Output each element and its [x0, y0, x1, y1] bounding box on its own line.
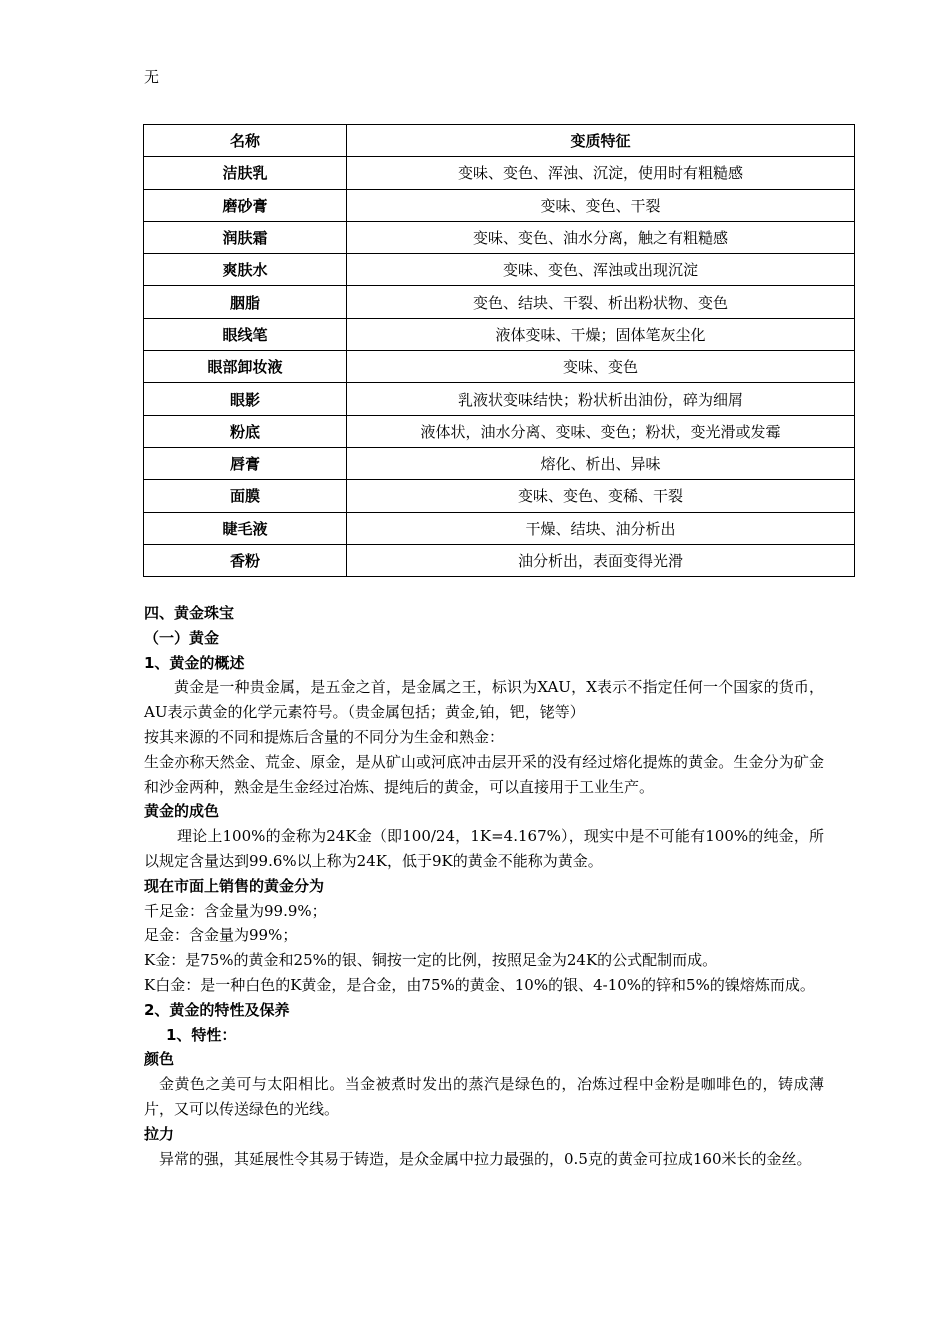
cell-name: 眼影 — [144, 383, 347, 415]
cell-name: 唇膏 — [144, 447, 347, 479]
cell-name: 爽肤水 — [144, 254, 347, 286]
cell-feature: 液体变味、干燥；固体笔灰尘化 — [347, 318, 855, 350]
table-row — [144, 189, 855, 221]
subsection-heading: （一）黄金 — [144, 628, 220, 647]
table-row — [144, 447, 855, 479]
section-heading: 四、黄金珠宝 — [144, 604, 235, 622]
cell-name: 粉底 — [144, 415, 347, 447]
table-row — [144, 254, 855, 286]
cell-name: 眼线笔 — [144, 318, 347, 350]
heading-tensile: 拉力 — [144, 1124, 175, 1143]
cell-feature: 干燥、结块、油分析出 — [347, 512, 855, 544]
body-text — [144, 601, 824, 1171]
paragraph-purity: 理论上100%的金称为24K金（即100/24，1K=4.167%），现实中是不可能有100%的纯金，所以规定含量达到99.6%以上称为24K，低于9K的黄金不能称为黄金。 — [144, 827, 824, 870]
top-note: 无 — [144, 68, 160, 86]
table-row — [144, 415, 855, 447]
heading-color: 颜色 — [144, 1050, 175, 1069]
paragraph-market-4: K白金：是一种白色的K黄金，是合金，由75%的黄金、10%的银、4-10%的锌和5%的镍熔炼而成。 — [144, 975, 815, 994]
table-row — [144, 512, 855, 544]
table-row — [144, 544, 855, 576]
column-header-name: 名称 — [144, 125, 347, 157]
column-header-feature: 变质特征 — [347, 125, 855, 157]
heading-properties: 2、黄金的特性及保养 — [144, 1000, 290, 1019]
cell-name: 磨砂膏 — [144, 189, 347, 221]
cell-feature: 变味、变色 — [347, 351, 855, 383]
cell-name: 洁肤乳 — [144, 157, 347, 189]
heading-purity: 黄金的成色 — [144, 802, 220, 821]
cell-feature: 乳液状变味结快；粉状析出油份，碎为细屑 — [347, 383, 855, 415]
cell-feature: 变味、变色、浑浊或出现沉淀 — [347, 254, 855, 286]
paragraph-overview-1: 黄金是一种贵金属，是五金之首，是金属之王，标识为XAU，X表示不指定任何一个国家的货币，AU表示黄金的化学元素符号。（贵金属包括；黄金,铂，钯，铑等） — [144, 678, 824, 722]
table-row — [144, 383, 855, 415]
cell-name: 香粉 — [144, 544, 347, 576]
table-header-row — [144, 125, 855, 157]
table-row — [144, 318, 855, 350]
cell-feature: 变味、变色、油水分离，触之有粗糙感 — [347, 221, 855, 253]
paragraph-tensile: 异常的强，其延展性令其易于铸造，是众金属中拉力最强的，0.5克的黄金可拉成160米长的金丝。 — [159, 1149, 812, 1168]
cell-name: 面膜 — [144, 480, 347, 512]
table-row — [144, 157, 855, 189]
paragraph-market-3: K金：是75%的黄金和25%的银、铜按一定的比例，按照足金为24K的公式配制而成。 — [144, 951, 718, 970]
heading-properties-sub: 1、特性： — [166, 1025, 237, 1044]
cell-name: 眼部卸妆液 — [144, 351, 347, 383]
cell-feature: 油分析出，表面变得光滑 — [347, 544, 855, 576]
table-row — [144, 221, 855, 253]
paragraph-market-1: 千足金：含金量为99.9%； — [144, 901, 327, 920]
heading-market: 现在市面上销售的黄金分为 — [144, 876, 325, 895]
cell-feature: 变味、变色、浑浊、沉淀，使用时有粗糙感 — [347, 157, 855, 189]
cell-name: 润肤霜 — [144, 221, 347, 253]
cell-feature: 熔化、析出、异味 — [347, 447, 855, 479]
cell-feature: 变味、变色、变稀、干裂 — [347, 480, 855, 512]
paragraph-overview-3: 生金亦称天然金、荒金、原金，是从矿山或河底冲击层开采的没有经过熔化提炼的黄金。生金分为矿金和沙金两种，熟金是生金经过冶炼、提纯后的黄金，可以直接用于工业生产。 — [144, 752, 824, 796]
table-row — [144, 351, 855, 383]
table-row — [144, 286, 855, 318]
paragraph-market-2: 足金：含金量为99%； — [144, 926, 298, 945]
cell-feature: 液体状，油水分离、变味、变色；粉状，变光滑或发霉 — [347, 415, 855, 447]
paragraph-overview-2: 按其来源的不同和提炼后含量的不同分为生金和熟金： — [144, 727, 505, 746]
cell-feature: 变味、变色、干裂 — [347, 189, 855, 221]
cell-name: 睫毛液 — [144, 512, 347, 544]
deterioration-table — [143, 124, 855, 577]
cell-name: 胭脂 — [144, 286, 347, 318]
heading-overview: 1、黄金的概述 — [144, 653, 245, 672]
paragraph-color: 金黄色之美可与太阳相比。当金被煮时发出的蒸汽是绿色的，冶炼过程中金粉是咖啡色的，铸成薄片，又可以传送绿色的光线。 — [144, 1075, 824, 1118]
cell-feature: 变色、结块、干裂、析出粉状物、变色 — [347, 286, 855, 318]
table-row — [144, 480, 855, 512]
